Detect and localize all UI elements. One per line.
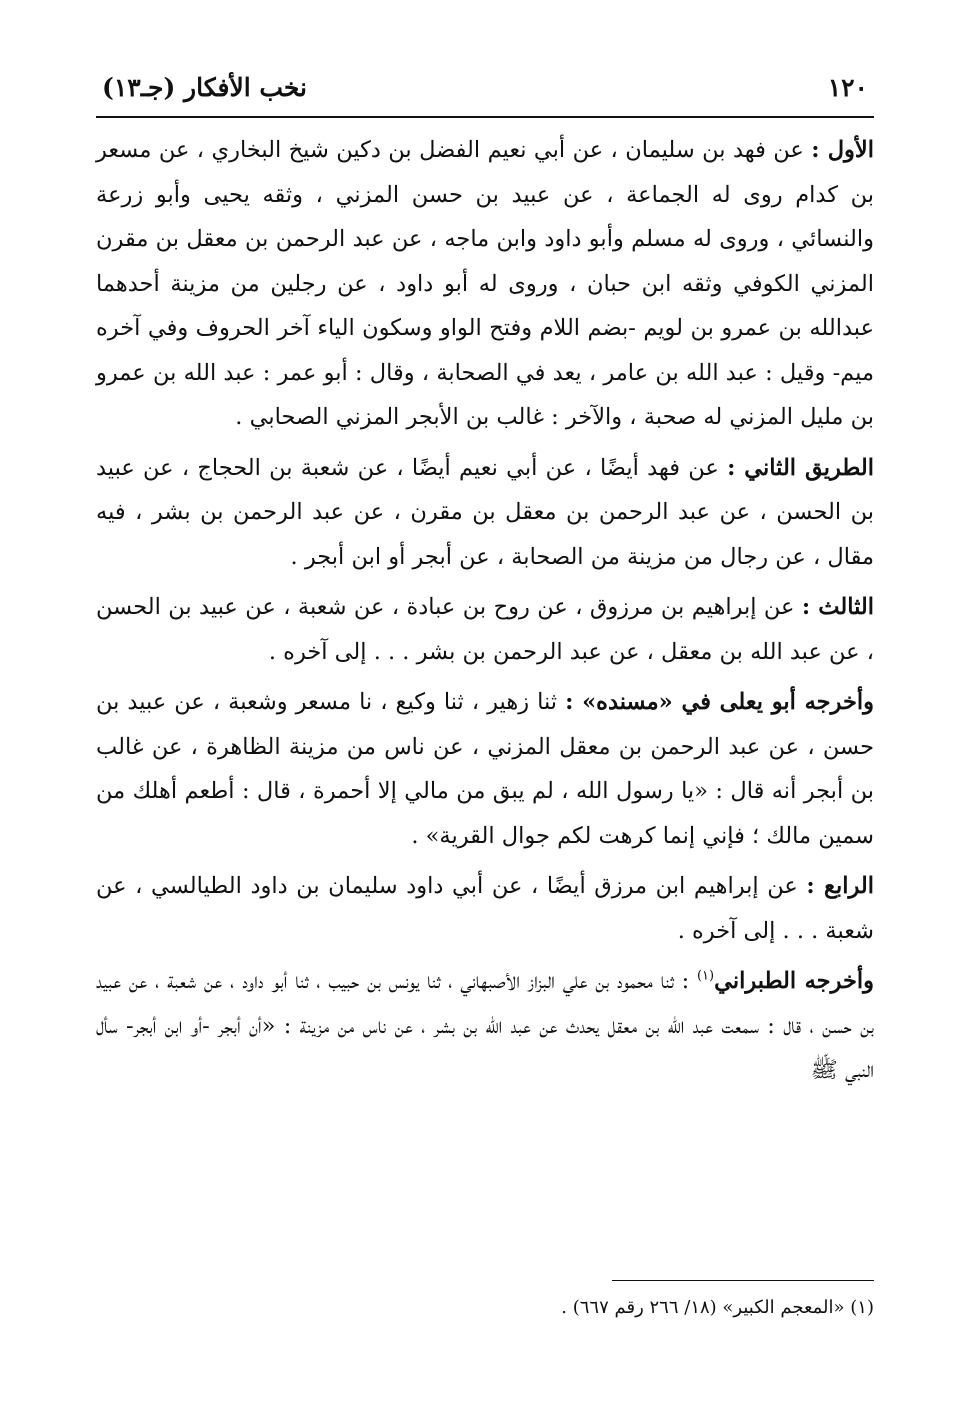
book-title: نخب الأفكار (جـ١٣) bbox=[102, 73, 308, 102]
footnote-rule bbox=[612, 1280, 874, 1281]
page-number: ١٢٠ bbox=[827, 73, 868, 102]
paragraph-abu-yala bbox=[96, 680, 874, 858]
paragraph-text: عن إبراهيم ابن مرزق أيضًا ، عن أبي داود سليمان بن داود الطيالسي ، عن شعبة . . . إلى آخره . bbox=[96, 873, 874, 944]
paragraph-lead: الرابع : bbox=[806, 873, 875, 899]
footnote-marker: (١) bbox=[696, 968, 715, 984]
main-text bbox=[96, 128, 874, 1093]
paragraph-text: : ثنا محمود بن علي البزاز الأصبهاني ، ثنا يونس بن حبيب ، ثنا أبو داود ، عن شعبة ، عن عبيد بن حسن ، قال : سمعت عبد الله بن معقل يحدث عن عبد الله بن بشر ، عن ناس من مزينة : «أن أبجر -أو ابن أبجر- سأل النبي ﷺ bbox=[96, 968, 874, 1083]
paragraph-text: عن فهد بن سليمان ، عن أبي نعيم الفضل بن دكين شيخ البخاري ، عن مسعر بن كدام روى له الجماعة ، عن عبيد بن حسن المزني ، وثقه يحيى وأبو زرعة والنسائي ، وروى له مسلم وأبو داود وابن ماجه ، عن عبد الرحمن بن معقل بن مقرن المزني الكوفي وثقه ابن حبان ، وروى له أبو داود ، عن رجلين من مزينة أحدهما عبدالله بن عمرو بن لويم -بضم اللام وفتح الواو وسكون الياء آخر الحروف وفي آخره ميم- وقيل : عبد الله بن عامر ، يعد في الصحابة ، وقال : أبو عمر : عبد الله بن عمرو بن مليل المزني له صحبة ، والآخر : غالب بن الأبجر المزني الصحابي . bbox=[96, 137, 874, 430]
paragraph-lead: الثالث : bbox=[801, 594, 875, 620]
paragraph-lead: الأول : bbox=[811, 137, 875, 163]
footnote: (١) «المعجم الكبير» (١٨/ ٢٦٦ رقم ٦٦٧) . bbox=[561, 1297, 874, 1318]
paragraph-fourth-path bbox=[96, 864, 874, 953]
paragraph-second-path bbox=[96, 446, 874, 580]
paragraph-third-path bbox=[96, 585, 874, 674]
paragraph-first-path bbox=[96, 128, 874, 440]
paragraph-text: عن إبراهيم بن مرزوق ، عن روح بن عبادة ، عن شعبة ، عن عبيد بن الحسن ، عن عبد الله بن معقل ، عن عبد الرحمن بن بشر . . . إلى آخره . bbox=[96, 594, 874, 665]
header-rule bbox=[96, 116, 874, 118]
paragraph-lead: وأخرجه أبو يعلى في «مسنده» : bbox=[565, 689, 874, 715]
running-header bbox=[96, 62, 874, 102]
paragraph-tabarani bbox=[96, 959, 874, 1093]
book-page bbox=[96, 62, 875, 1318]
paragraph-lead: وأخرجه الطبراني bbox=[714, 968, 874, 994]
paragraph-lead: الطريق الثاني : bbox=[727, 454, 874, 481]
paragraph-text: عن فهد أيضًا ، عن أبي نعيم أيضًا ، عن شعبة بن الحجاج ، عن عبيد بن الحسن ، عن عبد الرحمن بن معقل بن مقرن ، عن عبد الرحمن بن بشر ، فيه مقال ، عن رجال من مزينة من الصحابة ، عن أبجر أو ابن أبجر . bbox=[96, 454, 874, 570]
paragraph-text: ثنا زهير ، ثنا وكيع ، نا مسعر وشعبة ، عن عبيد بن حسن ، عن عبد الرحمن بن معقل المزني ، عن ناس من مزينة الظاهرة ، عن غالب بن أبجر أنه قال : «يا رسول الله ، لم يبق من مالي إلا أحمرة ، قال : أطعم أهلك من سمين مالك ؛ فإني إنما كرهت لكم جوال القرية» . bbox=[96, 689, 874, 849]
